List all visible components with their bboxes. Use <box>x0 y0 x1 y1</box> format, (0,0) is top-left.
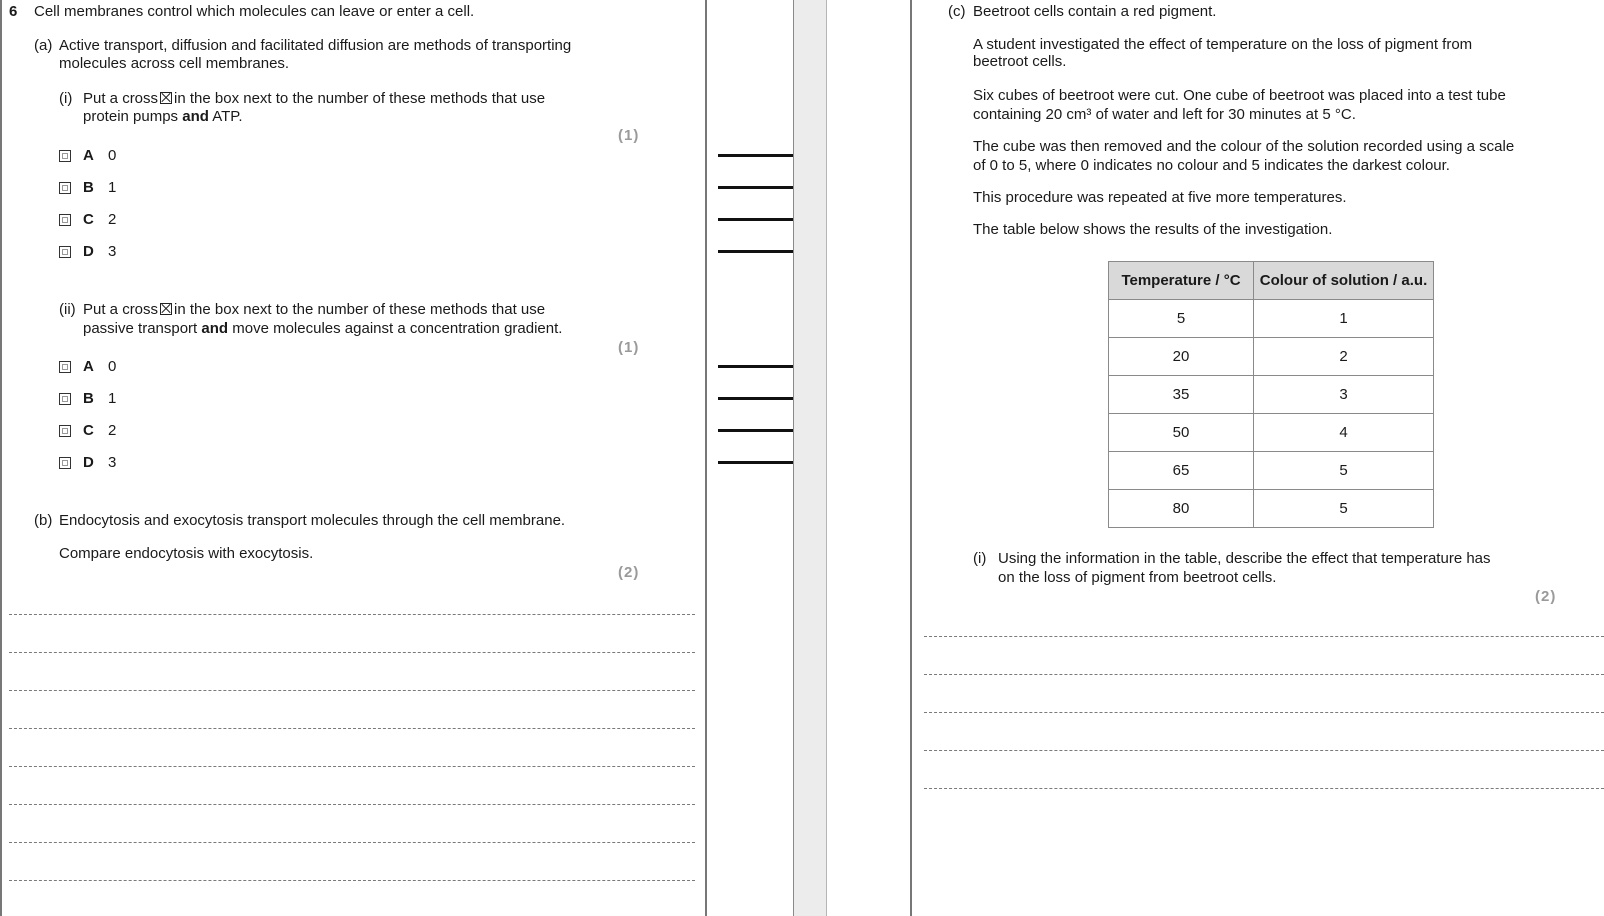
table-row <box>1109 490 1434 528</box>
part-c-p1-line1: A student investigated the effect of temperature on the loss of pigment from <box>973 36 1473 53</box>
part-a-i-line1-before: Put a cross <box>83 90 159 107</box>
margin-tick <box>718 186 793 189</box>
question-intro: Cell membranes control which molecules can leave or enter a cell. <box>34 3 475 20</box>
margin-tick <box>718 154 793 157</box>
option-letter: C <box>83 422 94 439</box>
option-box-a-ii-b[interactable] <box>59 393 71 405</box>
table-row <box>1109 452 1434 490</box>
answer-line[interactable] <box>924 788 1604 789</box>
part-c-intro: Beetroot cells contain a red pigment. <box>973 3 1217 20</box>
part-c-p3-line1: The cube was then removed and the colour of the solution recorded using a scale <box>973 138 1515 155</box>
option-value: 0 <box>108 147 117 164</box>
part-a-i-line2-bold: and <box>182 108 209 125</box>
option-value: 1 <box>108 179 117 196</box>
part-a-ii-line2-before: passive transport <box>83 320 198 337</box>
part-a-ii-line2-after: move molecules against a concentration gradient. <box>232 320 563 337</box>
part-c-i-marks: (2) <box>1535 588 1557 605</box>
part-c-p1-line2: beetroot cells. <box>973 53 1067 70</box>
part-c-i-line2: on the loss of pigment from beetroot cells. <box>998 569 1277 586</box>
part-a-ii-line2-bold: and <box>201 320 229 337</box>
table-cell: 35 <box>1109 376 1254 414</box>
part-c-i-label: (i) <box>973 550 987 567</box>
table-cell: 1 <box>1254 300 1434 338</box>
part-b-line1: Endocytosis and exocytosis transport molecules through the cell membrane. <box>59 512 566 529</box>
option-letter: B <box>83 390 94 407</box>
option-box-a-i-a[interactable] <box>59 150 71 162</box>
part-c-i-line1: Using the information in the table, describe the effect that temperature has <box>998 550 1491 567</box>
part-a-line1: Active transport, diffusion and facilitated diffusion are methods of transporting <box>59 37 572 54</box>
table-cell: 5 <box>1254 452 1434 490</box>
part-a-ii-line1 <box>83 301 545 319</box>
answer-line[interactable] <box>9 652 695 653</box>
part-c-p2-line1: Six cubes of beetroot were cut. One cube of beetroot was placed into a test tube <box>973 87 1506 104</box>
table-row <box>1109 414 1434 452</box>
option-box-a-i-b[interactable] <box>59 182 71 194</box>
table-cell: 4 <box>1254 414 1434 452</box>
option-value: 0 <box>108 358 117 375</box>
part-a-ii-line1-after: in the box next to the number of these methods that use <box>174 301 546 318</box>
table-cell: 50 <box>1109 414 1254 452</box>
option-value: 1 <box>108 390 117 407</box>
part-c-p5: The table below shows the results of the investigation. <box>973 221 1333 238</box>
answer-line[interactable] <box>9 728 695 729</box>
answer-line[interactable] <box>9 804 695 805</box>
part-b-marks: (2) <box>618 564 640 581</box>
margin-tick <box>718 218 793 221</box>
part-a-ii-line1-before: Put a cross <box>83 301 159 318</box>
option-letter: C <box>83 211 94 228</box>
option-value: 3 <box>108 454 117 471</box>
part-a-i-line2-before: protein pumps <box>83 108 179 125</box>
table-row <box>1109 376 1434 414</box>
table-cell: 5 <box>1254 490 1434 528</box>
results-table <box>1108 261 1434 528</box>
part-c-p2-line2: containing 20 cm³ of water and left for 30 minutes at 5 °C. <box>973 106 1356 123</box>
answer-line[interactable] <box>9 880 695 881</box>
answer-line[interactable] <box>924 674 1604 675</box>
part-b-line2: Compare endocytosis with exocytosis. <box>59 545 314 562</box>
table-cell: 65 <box>1109 452 1254 490</box>
table-cell: 20 <box>1109 338 1254 376</box>
part-a-i-line1-after: in the box next to the number of these methods that use <box>174 90 546 107</box>
part-a-ii-marks: (1) <box>618 339 640 356</box>
margin-tick <box>718 397 793 400</box>
answer-line[interactable] <box>9 842 695 843</box>
table-cell: 5 <box>1109 300 1254 338</box>
answer-line[interactable] <box>924 750 1604 751</box>
option-letter: A <box>83 147 94 164</box>
part-c-label: (c) <box>948 3 966 20</box>
option-letter: D <box>83 243 94 260</box>
part-c-p3-line2: of 0 to 5, where 0 indicates no colour and 5 indicates the darkest colour. <box>973 157 1450 174</box>
option-letter: A <box>83 358 94 375</box>
margin-tick <box>718 250 793 253</box>
left-page-border <box>0 0 2 916</box>
part-a-line2: molecules across cell membranes. <box>59 55 290 72</box>
table-row <box>1109 300 1434 338</box>
part-a-i-marks: (1) <box>618 127 640 144</box>
question-number: 6 <box>9 3 18 20</box>
answer-line[interactable] <box>924 636 1604 637</box>
part-a-ii-label: (ii) <box>59 301 76 318</box>
margin-tick <box>718 461 793 464</box>
right-page-edge <box>910 0 912 916</box>
part-a-i-line1 <box>83 90 545 108</box>
answer-line[interactable] <box>9 614 695 615</box>
answer-line[interactable] <box>9 766 695 767</box>
option-box-a-i-d[interactable] <box>59 246 71 258</box>
margin-tick <box>718 365 793 368</box>
option-box-a-i-c[interactable] <box>59 214 71 226</box>
table-row <box>1109 338 1434 376</box>
table-header-row <box>1109 262 1434 300</box>
answer-line[interactable] <box>9 690 695 691</box>
part-b-label: (b) <box>34 512 53 529</box>
option-value: 2 <box>108 422 117 439</box>
table-cell: 80 <box>1109 490 1254 528</box>
crossed-box-icon <box>160 303 172 315</box>
table-header-temperature: Temperature / °C <box>1109 262 1254 300</box>
option-box-a-ii-a[interactable] <box>59 361 71 373</box>
table-header-colour: Colour of solution / a.u. <box>1254 262 1434 300</box>
left-page-edge <box>705 0 707 916</box>
part-c-p4: This procedure was repeated at five more temperatures. <box>973 189 1347 206</box>
crossed-box-icon <box>160 92 172 104</box>
part-a-i-label: (i) <box>59 90 73 107</box>
table-cell: 3 <box>1254 376 1434 414</box>
option-letter: D <box>83 454 94 471</box>
option-value: 3 <box>108 243 117 260</box>
option-value: 2 <box>108 211 117 228</box>
answer-line[interactable] <box>924 712 1604 713</box>
page-gutter <box>793 0 827 916</box>
part-a-label: (a) <box>34 37 53 54</box>
margin-tick <box>718 429 793 432</box>
part-a-i-line2-after: ATP. <box>212 108 243 125</box>
option-letter: B <box>83 179 94 196</box>
table-cell: 2 <box>1254 338 1434 376</box>
part-a-ii-line2 <box>83 320 562 338</box>
option-box-a-ii-d[interactable] <box>59 457 71 469</box>
part-a-i-line2 <box>83 108 243 126</box>
option-box-a-ii-c[interactable] <box>59 425 71 437</box>
